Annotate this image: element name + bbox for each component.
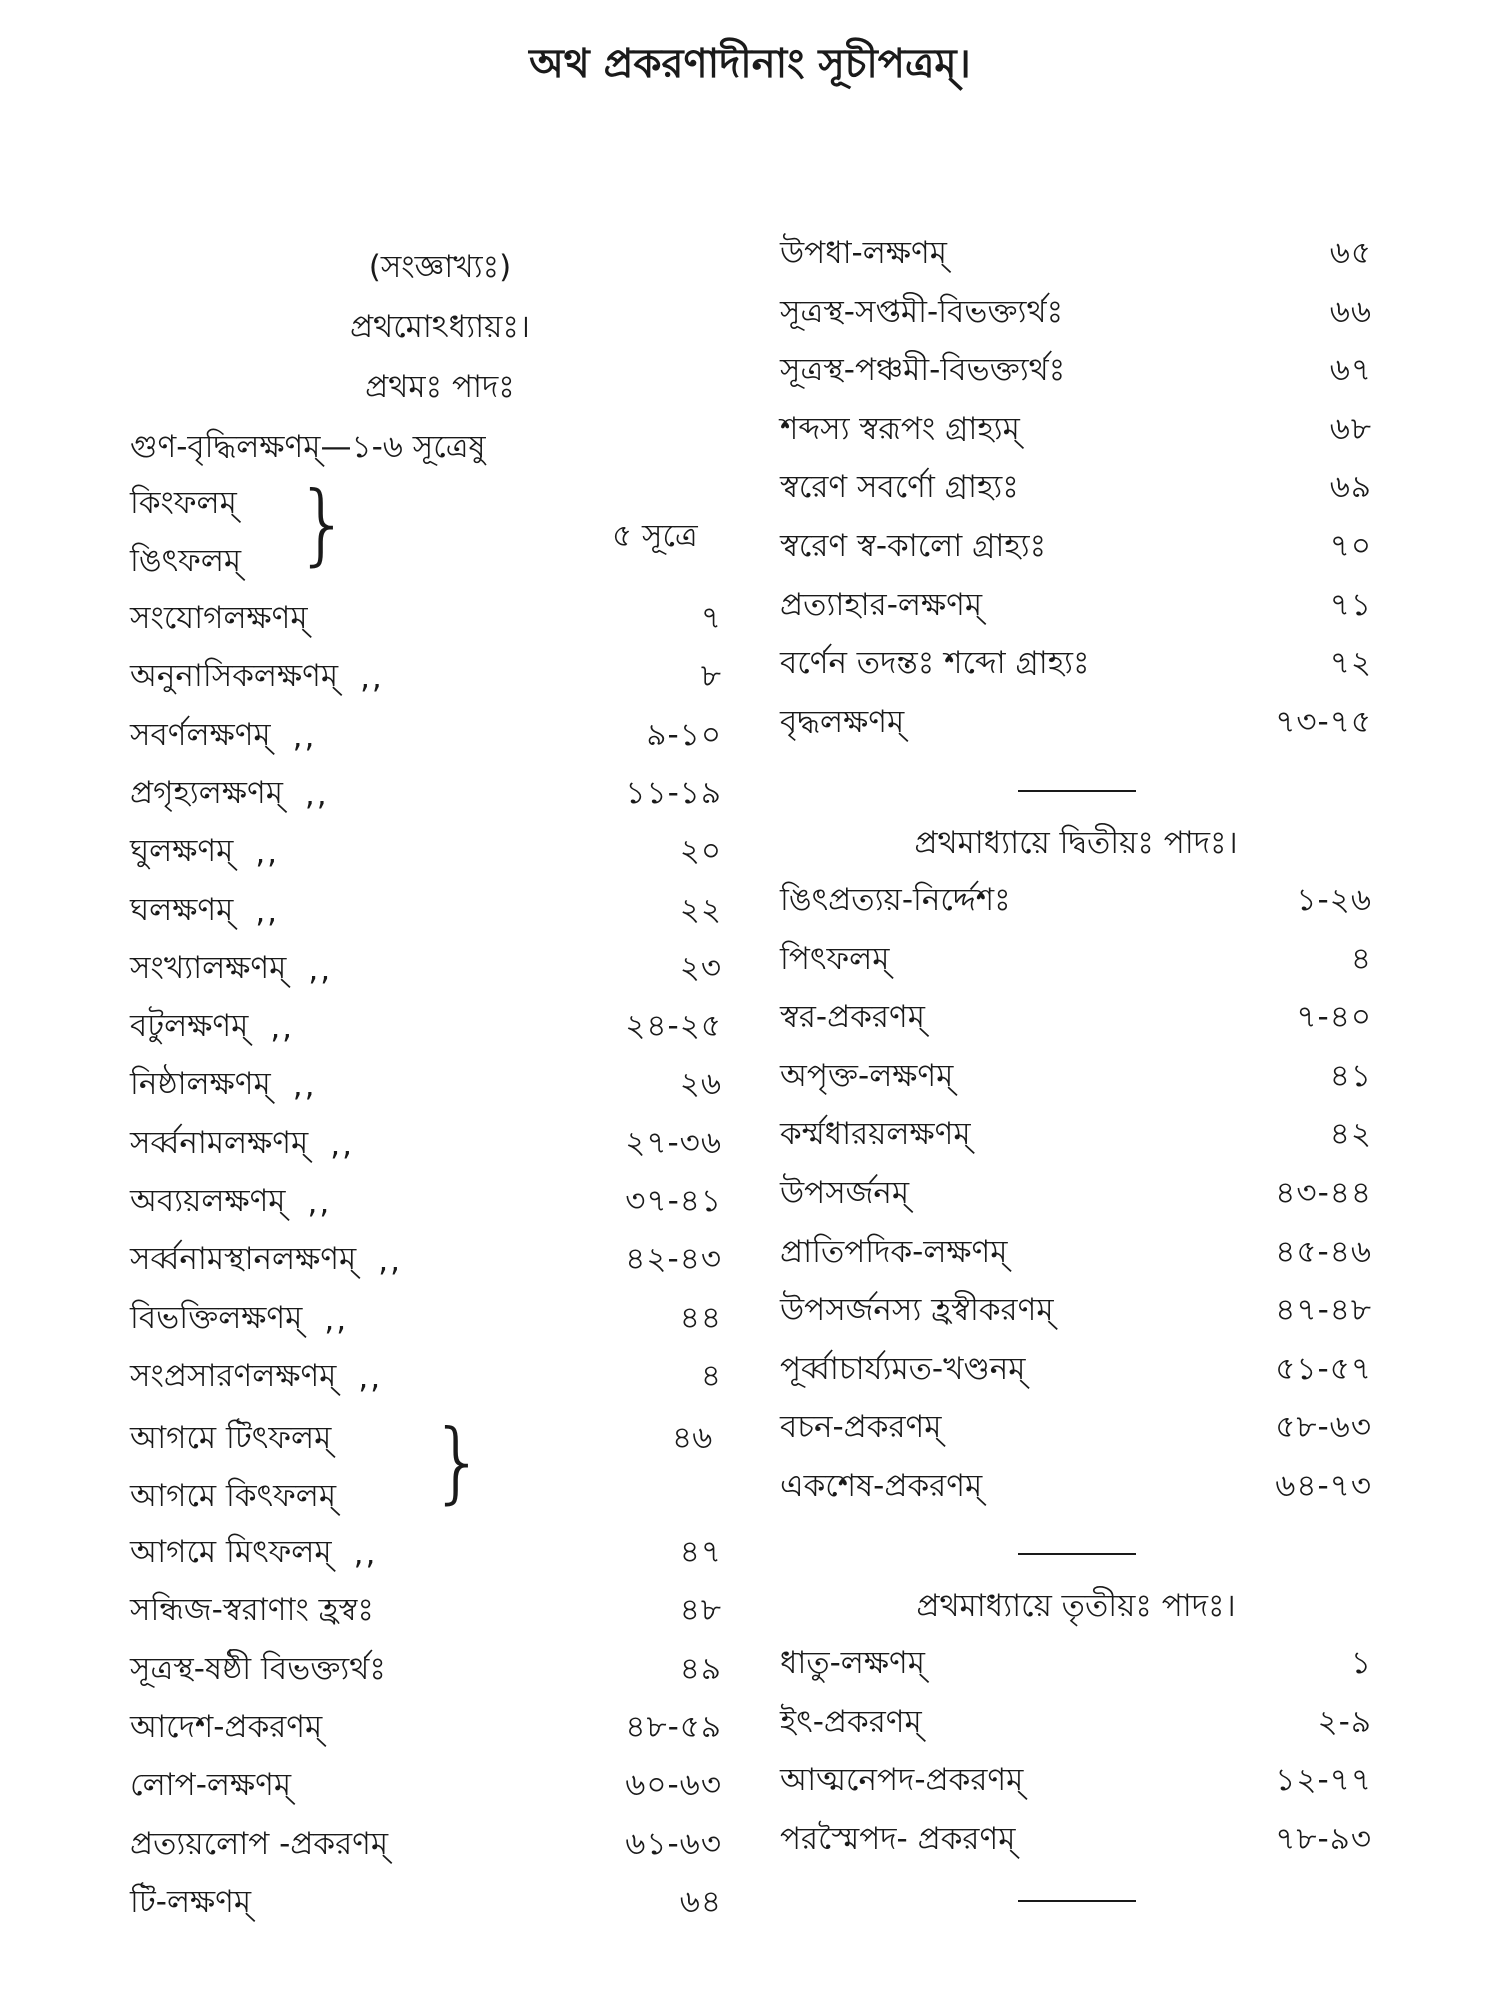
entry-number: ৬১-৬৩ [625,1825,722,1862]
index-entry [130,1821,722,1871]
guna-vriddhi-line: গুণ-বৃদ্ধিলক্ষণম্—১-৬ সূত্রেষু [130,429,486,465]
entry-label: উপসর্জনম্ [780,1175,910,1211]
ditto-mark: ,, [255,835,280,872]
group2-item: আগমে কিৎফলম্ [130,1478,337,1514]
index-entry [130,712,722,762]
index-entry [780,406,1372,456]
divider-line [1018,1553,1136,1555]
entry-number: ৭১ [1329,586,1372,623]
entry-label: বর্ণেন তদন্তঃ শব্দো গ্রাহ্যঃ [780,645,1090,682]
index-entry [780,1640,1372,1690]
index-entry [130,1295,722,1345]
entry-number: ১ [1350,1645,1372,1681]
entry-label: ঘুলক্ষণম্ [130,833,234,870]
group1-item: ঙিৎফলম্ [130,543,242,579]
index-entry [130,770,722,820]
index-entry [130,595,722,645]
ditto-mark: ,, [292,718,317,755]
entry-label: টি-লক্ষণম্ [130,1883,252,1920]
entry-number: ৬৮ [1329,410,1372,447]
entry-label: সংখ্যালক্ষণম্ [130,949,287,986]
entry-number: ২২ [679,891,722,928]
entry-label: সবর্ণলক্ষণম্ [130,716,271,753]
entry-number: ৪৫-৪৬ [1275,1233,1372,1270]
ditto-mark: ,, [255,893,280,930]
entry-number: ৭-৪০ [1296,999,1372,1036]
index-entry [780,1463,1372,1513]
ditto-mark: ,, [330,1126,354,1163]
entry-label: বৃদ্ধলক্ষণম্ [780,703,905,740]
index-entry [780,699,1372,749]
ditto-mark: ,, [308,951,333,988]
ditto-mark: ,, [270,1010,295,1047]
index-entry [130,1704,722,1754]
ditto-mark: ,, [358,1359,383,1396]
entry-label: অপৃক্ত-লক্ষণম্ [780,1057,954,1094]
index-entry [130,1879,722,1929]
ditto-mark: ,, [307,1185,332,1221]
entry-number: ৬০-৬৩ [625,1767,722,1804]
index-entry [780,289,1372,339]
index-entry [130,1529,722,1579]
index-entry [780,1287,1372,1337]
index-entry [130,1353,722,1403]
pada-heading: প্রথমঃ পাদঃ [365,369,515,405]
entry-label: স্বর-প্রকরণম্ [780,999,925,1036]
index-entry [780,230,1372,280]
index-entry [130,653,722,703]
entry-number: ৯-১০ [646,716,722,753]
index-entry [130,828,722,878]
ditto-mark: ,, [324,1301,349,1338]
index-entry [780,877,1372,927]
divider-line [1018,790,1136,792]
index-entry [780,347,1372,397]
ditto-mark: ,, [292,1068,317,1105]
entry-label: বচন-প্রকরণম্ [780,1409,942,1446]
entry-number: ৪২ [1329,1116,1372,1153]
entry-label: সংপ্রসারণলক্ষণম্ [130,1357,337,1394]
entry-label: নিষ্ঠালক্ষণম্ [130,1066,271,1103]
index-entry [130,1762,722,1812]
entry-label: প্রত্যাহার-লক্ষণম্ [780,586,983,623]
page-title: অথ প্রকরণাদীনাং সূচীপত্রম্। [529,41,971,87]
index-entry [130,945,722,995]
entry-label: শব্দস্য স্বরূপং গ্রাহ্যম্ [780,410,1020,447]
entry-number: ৪ [1350,940,1372,977]
entry-number: ৭ [700,600,722,636]
index-entry [780,523,1372,573]
entry-label: বটুলক্ষণম্ [130,1008,249,1045]
entry-number: ৬৫ [1329,235,1372,271]
entry-number: ২৩ [679,949,722,986]
entry-number: ২৪-২৫ [625,1008,722,1045]
entry-label: স্বরেণ সবর্ণো গ্রাহ্যঃ [780,469,1019,506]
entry-number: ৬৪-৭৩ [1275,1468,1372,1504]
entry-label: একশেষ-প্রকরণম্ [780,1468,983,1504]
entry-number: ৭৮-৯৩ [1275,1820,1372,1857]
ditto-mark: ,, [353,1536,378,1572]
entry-number: ৪৭-৪৮ [1275,1292,1372,1329]
entry-label: স্বরেণ স্ব-কালো গ্রাহ্যঃ [780,528,1047,564]
entry-number: ৬৪ [679,1883,722,1920]
entry-label: প্রত্যয়লোপ -প্রকরণম্ [130,1825,389,1862]
entry-number: ৪৮ [679,1592,722,1629]
index-entry [780,1699,1372,1749]
index-entry [780,1053,1372,1103]
entry-number: ৭০ [1329,528,1372,564]
entry-number: ১২-৭৭ [1275,1762,1372,1799]
index-entry [780,1816,1372,1866]
entry-label: ইৎ-প্রকরণম্ [780,1703,922,1740]
index-entry [130,1120,722,1170]
index-entry [780,640,1372,690]
index-entry [780,1346,1372,1396]
entry-number: ৪ [700,1357,722,1394]
divider-line [1018,1900,1136,1902]
ditto-mark: ,, [378,1243,402,1280]
entry-label: ঙিৎপ্রত্যয়-নির্দ্দেশঃ [780,882,1011,918]
index-entry [130,1236,722,1286]
entry-label: সর্ব্বনামস্থানলক্ষণম্ [130,1241,357,1278]
entry-number: ২৬ [679,1066,722,1103]
index-entry [130,1178,722,1228]
index-entry [130,887,722,937]
entry-label: সর্ব্বনামলক্ষণম্ [130,1124,309,1161]
entry-label: পিৎফলম্ [780,940,890,977]
entry-number: ৪৯ [679,1650,722,1687]
entry-number: ১১-১৯ [625,774,722,811]
index-entry [780,1229,1372,1279]
index-entry [780,1170,1372,1220]
entry-label: ধাতু-লক্ষণম্ [780,1645,925,1681]
entry-label: সূত্রস্থ-ষষ্ঠী বিভক্ত্যর্থঃ [130,1650,386,1687]
entry-label: অব্যয়লক্ষণম্ [130,1183,286,1219]
entry-number: ৪৭ [679,1534,722,1570]
entry-number: ৮ [700,658,722,695]
index-entry [780,994,1372,1044]
entry-number: ৪৪ [679,1299,722,1336]
entry-label: প্রাতিপদিক-লক্ষণম্ [780,1233,1008,1270]
entry-label: উপধা-লক্ষণম্ [780,235,947,271]
entry-number: ৬৯ [1329,469,1372,506]
entry-number: ৫৮-৬৩ [1275,1409,1372,1446]
ditto-mark: ,, [360,660,384,697]
entry-label: আগমে মিৎফলম্ [130,1534,332,1570]
entry-label: সংযোগলক্ষণম্ [130,600,308,636]
index-entry [130,1061,722,1111]
entry-label: সূত্রস্থ-পঞ্চমী-বিভক্ত্যর্থঃ [780,352,1066,389]
entry-number: ৩৭-৪১ [625,1183,722,1219]
index-entry [130,1003,722,1053]
index-entry [130,1646,722,1696]
entry-number: ২৭-৩৬ [625,1124,722,1161]
entry-number: ৬৭ [1329,352,1372,389]
entry-number: ৬৬ [1329,293,1372,330]
entry-label: অনুনাসিকলক্ষণম্ [130,658,339,695]
entry-number: ৪২-৪৩ [625,1241,722,1278]
index-entry [130,1587,722,1637]
brace-symbol: } [430,1410,486,1513]
entry-label: সূত্রস্থ-সপ্তমী-বিভক্ত্যর্থঃ [780,293,1064,330]
entry-number: ১-২৬ [1296,882,1372,918]
entry-label: আদেশ-প্রকরণম্ [130,1708,323,1745]
entry-label: আত্মনেপদ-প্রকরণম্ [780,1762,1024,1799]
group2-item: আগমে টিৎফলম্ [130,1420,332,1456]
entry-label: পরস্মৈপদ- প্রকরণম্ [780,1820,1016,1857]
chapter-heading: প্রথমোঽধ্যায়ঃ। [350,309,530,345]
index-entry [780,464,1372,514]
pada-heading: প্রথমাধ্যায়ে তৃতীয়ঃ পাদঃ। [916,1588,1236,1624]
entry-label: পূর্ব্বাচার্য্যমত-খণ্ডনম্ [780,1350,1026,1387]
entry-number: ৪১ [1329,1057,1372,1094]
entry-label: প্রগৃহ্যলক্ষণম্ [130,774,283,811]
entry-number: ৪৮-৫৯ [625,1708,722,1745]
entry-number: ২-৯ [1317,1703,1372,1740]
entry-label: লোপ-লক্ষণম্ [130,1767,292,1804]
entry-label: বিভক্তিলক্ষণম্ [130,1299,303,1336]
entry-number: ৭২ [1329,645,1372,682]
entry-label: কর্ম্মধারয়লক্ষণম্ [780,1116,971,1153]
brace-symbol: } [295,472,351,575]
index-entry [780,1404,1372,1454]
entry-label: উপসর্জনস্য হ্রস্বীকরণম্ [780,1292,1054,1329]
index-entry [780,1111,1372,1161]
pada-heading: প্রথমাধ্যায়ে দ্বিতীয়ঃ পাদঃ। [914,825,1238,861]
group1-note: ৫ সূত্রে [612,518,698,554]
entry-number: ৭৩-৭৫ [1275,703,1372,740]
entry-number: ৪৩-৪৪ [1275,1175,1372,1211]
entry-number: ২০ [679,833,722,870]
group2-num: ৪৬ [672,1420,713,1456]
index-entry [780,582,1372,632]
entry-number: ৫১-৫৭ [1275,1350,1372,1387]
entry-label: সন্ধিজ-স্বরাণাং হ্রস্বঃ [130,1592,374,1629]
index-entry [780,1757,1372,1807]
section-label: (সংজ্ঞাখ্যঃ) [368,249,512,285]
group1-item: কিংফলম্ [130,485,237,521]
ditto-mark: ,, [304,776,329,813]
entry-label: ঘলক্ষণম্ [130,891,234,928]
index-entry [780,936,1372,986]
